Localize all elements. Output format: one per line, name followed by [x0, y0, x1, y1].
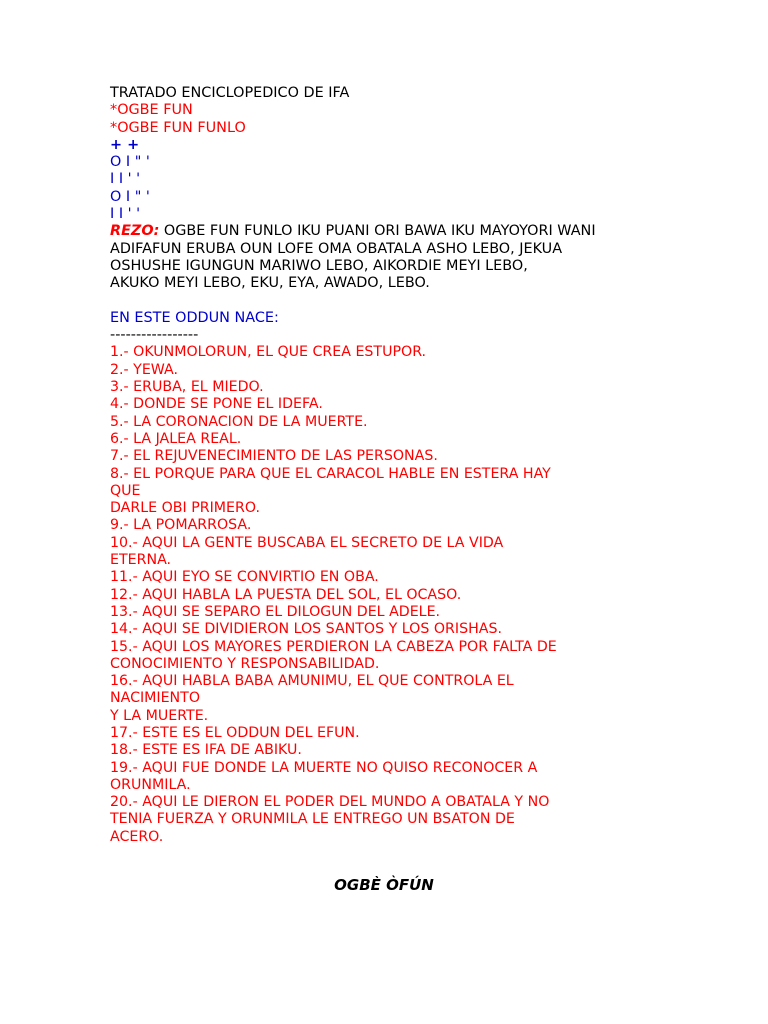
list-item: 15.- AQUI LOS MAYORES PERDIERON LA CABEZA POR FALTA DE [110, 638, 557, 655]
sign-line: O I " ' [110, 154, 150, 171]
rezo-block [110, 223, 670, 292]
rezo-line: ADIFAFUN ERUBA OUN LOFE OMA OBATALA ASHO LEBO, JEKUA [110, 240, 563, 257]
section-divider: ----------------- [110, 327, 199, 344]
rezo-line: AKUKO MEYI LEBO, EKU, EYA, AWADO, LEBO. [110, 275, 430, 292]
list-item: 1.- OKUNMOLORUN, EL QUE CREA ESTUPOR. [110, 344, 427, 361]
sign-line: I I ' ' [110, 171, 141, 188]
list-item: ETERNA. [110, 552, 172, 569]
document-title: TRATADO ENCICLOPEDICO DE IFA [110, 85, 350, 101]
rezo-text: OGBE FUN FUNLO IKU PUANI ORI BAWA IKU MAYOYORI WANI [159, 223, 596, 240]
list-item: CONOCIMIENTO Y RESPONSABILIDAD. [110, 655, 380, 672]
list-item: 3.- ERUBA, EL MIEDO. [110, 379, 264, 396]
sign-line: I I ' ' [110, 206, 141, 223]
list-item: DARLE OBI PRIMERO. [110, 500, 260, 517]
list-item: NACIMIENTO [110, 690, 200, 707]
list-item: TENIA FUERZA Y ORUNMILA LE ENTREGO UN BSATON DE [110, 811, 515, 828]
list-item: ACERO. [110, 828, 164, 845]
list-item: 13.- AQUI SE SEPARO EL DILOGUN DEL ADELE. [110, 603, 441, 620]
list-item: 18.- ESTE ES IFA DE ABIKU. [110, 742, 302, 759]
oddun-title: OGBÈ ÒFÚN [334, 876, 434, 894]
list-item: 12.- AQUI HABLA LA PUESTA DEL SOL, EL OCASO. [110, 586, 462, 603]
list-item: ORUNMILA. [110, 776, 191, 793]
list-item: Y LA MUERTE. [110, 707, 209, 724]
sign-line: O I " ' [110, 188, 150, 205]
list-item: 11.- AQUI EYO SE CONVIRTIO EN OBA. [110, 569, 379, 586]
document-body [110, 85, 670, 846]
list-item: 20.- AQUI LE DIERON EL PODER DEL MUNDO A OBATALA Y NO [110, 794, 550, 811]
list-item: 4.- DONDE SE PONE EL IDEFA. [110, 396, 323, 413]
list-item: 10.- AQUI LA GENTE BUSCABA EL SECRETO DE LA VIDA [110, 534, 504, 551]
oddun-name-2: *OGBE FUN FUNLO [110, 119, 246, 136]
list-item: QUE [110, 482, 141, 499]
section-heading: EN ESTE ODDUN NACE: [110, 309, 279, 326]
blank-line [110, 293, 670, 310]
list-item: 14.- AQUI SE DIVIDIERON LOS SANTOS Y LOS ORISHAS. [110, 621, 502, 638]
list-item: 5.- LA CORONACION DE LA MUERTE. [110, 413, 368, 430]
list-item: 8.- EL PORQUE PARA QUE EL CARACOL HABLE EN ESTERA HAY [110, 465, 551, 482]
list-item: 6.- LA JALEA REAL. [110, 430, 242, 447]
oddun-signs [110, 137, 670, 223]
list-item: 17.- ESTE ES EL ODDUN DEL EFUN. [110, 724, 360, 741]
rezo-line [110, 223, 670, 240]
oddun-name-1: *OGBE FUN [110, 102, 193, 119]
list-item: 16.- AQUI HABLA BABA AMUNIMU, EL QUE CONTROLA EL [110, 673, 514, 690]
births-list [110, 344, 670, 846]
sign-line: + + [110, 136, 140, 153]
rezo-label: REZO: [110, 223, 160, 240]
list-item: 9.- LA POMARROSA. [110, 517, 252, 534]
list-item: 7.- EL REJUVENECIMIENTO DE LAS PERSONAS. [110, 448, 438, 465]
list-item: 2.- YEWA. [110, 361, 179, 378]
rezo-line: OSHUSHE IGUNGUN MARIWO LEBO, AIKORDIE MEYI LEBO, [110, 257, 528, 274]
list-item: 19.- AQUI FUE DONDE LA MUERTE NO QUISO RECONOCER A [110, 759, 538, 776]
